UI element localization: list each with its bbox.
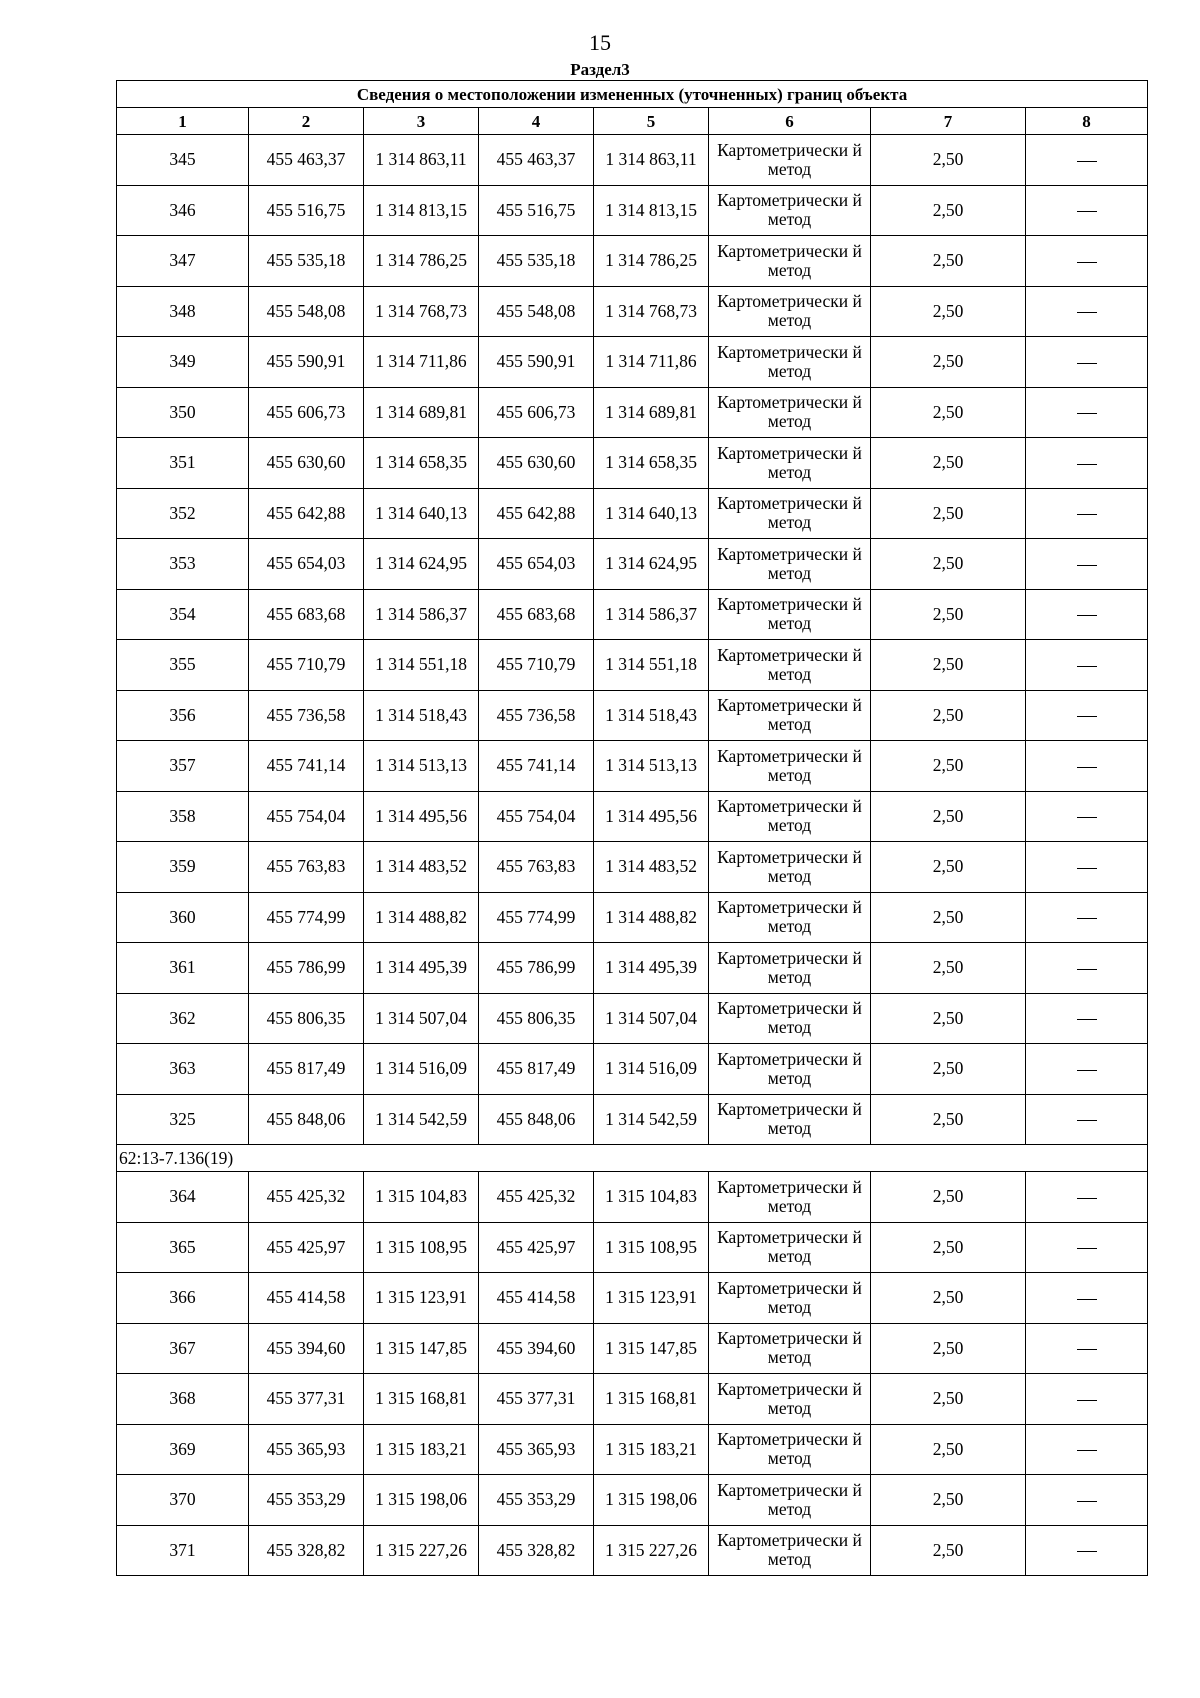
dash-mark — [1077, 1349, 1097, 1350]
table-row — [117, 1424, 1148, 1475]
y-coordinate-old: 1 314 768,73 — [364, 286, 479, 337]
x-coordinate-old: 455 710,79 — [249, 640, 364, 691]
precision-cell: 2,50 — [871, 842, 1026, 893]
precision-cell: 2,50 — [871, 337, 1026, 388]
point-number: 354 — [117, 589, 249, 640]
precision-cell: 2,50 — [871, 1094, 1026, 1145]
column-number: 3 — [364, 108, 479, 135]
method-cell: Картометрически й метод — [709, 640, 871, 691]
dash-mark — [1077, 1551, 1097, 1552]
precision-cell: 2,50 — [871, 1222, 1026, 1273]
group-row — [117, 1145, 1148, 1172]
point-number: 359 — [117, 842, 249, 893]
y-coordinate-new: 1 314 640,13 — [594, 488, 709, 539]
precision-cell: 2,50 — [871, 236, 1026, 287]
x-coordinate-old: 455 535,18 — [249, 236, 364, 287]
dash-cell — [1026, 640, 1148, 691]
y-coordinate-new: 1 314 786,25 — [594, 236, 709, 287]
y-coordinate-old: 1 314 495,39 — [364, 943, 479, 994]
dash-cell — [1026, 387, 1148, 438]
method-cell: Картометрически й метод — [709, 791, 871, 842]
method-cell: Картометрически й метод — [709, 1044, 871, 1095]
x-coordinate-new: 455 683,68 — [479, 589, 594, 640]
point-number: 353 — [117, 539, 249, 590]
page-number: 15 — [589, 30, 611, 55]
y-coordinate-old: 1 315 147,85 — [364, 1323, 479, 1374]
y-coordinate-new: 1 314 863,11 — [594, 135, 709, 186]
method-cell: Картометрически й метод — [709, 1222, 871, 1273]
table-row — [117, 236, 1148, 287]
dash-cell — [1026, 1374, 1148, 1425]
table-row — [117, 185, 1148, 236]
dash-cell — [1026, 488, 1148, 539]
point-number: 370 — [117, 1475, 249, 1526]
precision-cell: 2,50 — [871, 892, 1026, 943]
point-number: 358 — [117, 791, 249, 842]
y-coordinate-old: 1 314 513,13 — [364, 741, 479, 792]
method-cell: Картометрически й метод — [709, 1475, 871, 1526]
x-coordinate-new: 455 654,03 — [479, 539, 594, 590]
x-coordinate-new: 455 774,99 — [479, 892, 594, 943]
point-number: 366 — [117, 1273, 249, 1324]
table-row — [117, 1222, 1148, 1273]
x-coordinate-old: 455 741,14 — [249, 741, 364, 792]
point-number: 356 — [117, 690, 249, 741]
x-coordinate-old: 455 786,99 — [249, 943, 364, 994]
dash-cell — [1026, 1323, 1148, 1374]
x-coordinate-new: 455 590,91 — [479, 337, 594, 388]
y-coordinate-old: 1 314 483,52 — [364, 842, 479, 893]
y-coordinate-new: 1 314 658,35 — [594, 438, 709, 489]
x-coordinate-old: 455 806,35 — [249, 993, 364, 1044]
dash-cell — [1026, 286, 1148, 337]
method-cell: Картометрически й метод — [709, 1273, 871, 1324]
point-number: 347 — [117, 236, 249, 287]
dash-cell — [1026, 690, 1148, 741]
dash-mark — [1077, 615, 1097, 616]
table-row — [117, 135, 1148, 186]
y-coordinate-new: 1 315 168,81 — [594, 1374, 709, 1425]
y-coordinate-new: 1 315 183,21 — [594, 1424, 709, 1475]
method-cell: Картометрически й метод — [709, 1172, 871, 1223]
y-coordinate-new: 1 314 624,95 — [594, 539, 709, 590]
precision-cell: 2,50 — [871, 1323, 1026, 1374]
y-coordinate-old: 1 314 488,82 — [364, 892, 479, 943]
table-row — [117, 690, 1148, 741]
table-row — [117, 1044, 1148, 1095]
precision-cell: 2,50 — [871, 943, 1026, 994]
table-row — [117, 488, 1148, 539]
table-caption: Сведения о местоположении измененных (уточненных) границ объекта — [117, 81, 1148, 108]
table-row — [117, 337, 1148, 388]
y-coordinate-new: 1 314 507,04 — [594, 993, 709, 1044]
precision-cell: 2,50 — [871, 993, 1026, 1044]
point-number: 371 — [117, 1525, 249, 1576]
y-coordinate-old: 1 315 168,81 — [364, 1374, 479, 1425]
x-coordinate-old: 455 516,75 — [249, 185, 364, 236]
table-body — [117, 81, 1148, 1576]
y-coordinate-new: 1 314 495,39 — [594, 943, 709, 994]
dash-mark — [1077, 716, 1097, 717]
method-cell: Картометрически й метод — [709, 135, 871, 186]
x-coordinate-old: 455 414,58 — [249, 1273, 364, 1324]
y-coordinate-new: 1 314 768,73 — [594, 286, 709, 337]
precision-cell: 2,50 — [871, 135, 1026, 186]
column-number-row — [117, 108, 1148, 135]
point-number: 360 — [117, 892, 249, 943]
x-coordinate-new: 455 754,04 — [479, 791, 594, 842]
precision-cell: 2,50 — [871, 185, 1026, 236]
dash-mark — [1077, 767, 1097, 768]
x-coordinate-new: 455 786,99 — [479, 943, 594, 994]
dash-cell — [1026, 791, 1148, 842]
table-row — [117, 1525, 1148, 1576]
precision-cell: 2,50 — [871, 1475, 1026, 1526]
x-coordinate-new: 455 425,97 — [479, 1222, 594, 1273]
method-cell: Картометрически й метод — [709, 1094, 871, 1145]
x-coordinate-old: 455 463,37 — [249, 135, 364, 186]
coordinates-table — [116, 80, 1148, 1576]
dash-cell — [1026, 993, 1148, 1044]
point-number: 352 — [117, 488, 249, 539]
dash-mark — [1077, 969, 1097, 970]
y-coordinate-new: 1 315 227,26 — [594, 1525, 709, 1576]
dash-mark — [1077, 363, 1097, 364]
point-number: 351 — [117, 438, 249, 489]
method-cell: Картометрически й метод — [709, 892, 871, 943]
precision-cell: 2,50 — [871, 438, 1026, 489]
dash-mark — [1077, 211, 1097, 212]
method-cell: Картометрически й метод — [709, 842, 871, 893]
x-coordinate-old: 455 425,32 — [249, 1172, 364, 1223]
x-coordinate-new: 455 630,60 — [479, 438, 594, 489]
x-coordinate-new: 455 414,58 — [479, 1273, 594, 1324]
column-number: 8 — [1026, 108, 1148, 135]
x-coordinate-new: 455 806,35 — [479, 993, 594, 1044]
dash-cell — [1026, 1044, 1148, 1095]
dash-cell — [1026, 135, 1148, 186]
dash-cell — [1026, 185, 1148, 236]
precision-cell: 2,50 — [871, 1044, 1026, 1095]
table-row — [117, 943, 1148, 994]
y-coordinate-old: 1 315 198,06 — [364, 1475, 479, 1526]
method-cell: Картометрически й метод — [709, 690, 871, 741]
x-coordinate-new: 455 763,83 — [479, 842, 594, 893]
x-coordinate-new: 455 642,88 — [479, 488, 594, 539]
dash-cell — [1026, 1273, 1148, 1324]
dash-mark — [1077, 817, 1097, 818]
table-row — [117, 1323, 1148, 1374]
x-coordinate-new: 455 365,93 — [479, 1424, 594, 1475]
dash-cell — [1026, 1222, 1148, 1273]
y-coordinate-new: 1 314 586,37 — [594, 589, 709, 640]
dash-cell — [1026, 1172, 1148, 1223]
x-coordinate-new: 455 741,14 — [479, 741, 594, 792]
dash-cell — [1026, 539, 1148, 590]
point-number: 349 — [117, 337, 249, 388]
x-coordinate-old: 455 425,97 — [249, 1222, 364, 1273]
precision-cell: 2,50 — [871, 690, 1026, 741]
point-number: 345 — [117, 135, 249, 186]
dash-cell — [1026, 589, 1148, 640]
dash-mark — [1077, 1450, 1097, 1451]
point-number: 362 — [117, 993, 249, 1044]
x-coordinate-new: 455 736,58 — [479, 690, 594, 741]
x-coordinate-new: 455 463,37 — [479, 135, 594, 186]
y-coordinate-new: 1 314 495,56 — [594, 791, 709, 842]
x-coordinate-new: 455 328,82 — [479, 1525, 594, 1576]
y-coordinate-new: 1 315 198,06 — [594, 1475, 709, 1526]
y-coordinate-old: 1 314 518,43 — [364, 690, 479, 741]
y-coordinate-new: 1 314 516,09 — [594, 1044, 709, 1095]
x-coordinate-new: 455 425,32 — [479, 1172, 594, 1223]
y-coordinate-old: 1 314 711,86 — [364, 337, 479, 388]
x-coordinate-old: 455 817,49 — [249, 1044, 364, 1095]
dash-mark — [1077, 1299, 1097, 1300]
y-coordinate-old: 1 315 183,21 — [364, 1424, 479, 1475]
precision-cell: 2,50 — [871, 1172, 1026, 1223]
table-row — [117, 1374, 1148, 1425]
point-number: 346 — [117, 185, 249, 236]
dash-cell — [1026, 438, 1148, 489]
dash-mark — [1077, 262, 1097, 263]
point-number: 325 — [117, 1094, 249, 1145]
table-row — [117, 1094, 1148, 1145]
y-coordinate-old: 1 314 658,35 — [364, 438, 479, 489]
point-number: 355 — [117, 640, 249, 691]
point-number: 348 — [117, 286, 249, 337]
y-coordinate-old: 1 315 227,26 — [364, 1525, 479, 1576]
table-row — [117, 539, 1148, 590]
x-coordinate-new: 455 817,49 — [479, 1044, 594, 1095]
column-number: 7 — [871, 108, 1026, 135]
precision-cell: 2,50 — [871, 1273, 1026, 1324]
table-row — [117, 1475, 1148, 1526]
x-coordinate-new: 455 848,06 — [479, 1094, 594, 1145]
y-coordinate-new: 1 314 689,81 — [594, 387, 709, 438]
y-coordinate-old: 1 314 551,18 — [364, 640, 479, 691]
group-label: 62:13-7.136(19) — [117, 1145, 1148, 1172]
dash-mark — [1077, 413, 1097, 414]
dash-mark — [1077, 868, 1097, 869]
method-cell: Картометрически й метод — [709, 943, 871, 994]
dash-mark — [1077, 1248, 1097, 1249]
table-row — [117, 892, 1148, 943]
dash-mark — [1077, 1070, 1097, 1071]
method-cell: Картометрически й метод — [709, 1424, 871, 1475]
y-coordinate-new: 1 315 108,95 — [594, 1222, 709, 1273]
method-cell: Картометрически й метод — [709, 1323, 871, 1374]
point-number: 357 — [117, 741, 249, 792]
dash-cell — [1026, 337, 1148, 388]
table-row — [117, 286, 1148, 337]
dash-mark — [1077, 514, 1097, 515]
method-cell: Картометрически й метод — [709, 236, 871, 287]
point-number: 365 — [117, 1222, 249, 1273]
precision-cell: 2,50 — [871, 791, 1026, 842]
table-row — [117, 589, 1148, 640]
table-row — [117, 842, 1148, 893]
y-coordinate-new: 1 314 518,43 — [594, 690, 709, 741]
dash-mark — [1077, 1400, 1097, 1401]
y-coordinate-old: 1 314 813,15 — [364, 185, 479, 236]
y-coordinate-old: 1 314 542,59 — [364, 1094, 479, 1145]
point-number: 368 — [117, 1374, 249, 1425]
x-coordinate-old: 455 377,31 — [249, 1374, 364, 1425]
x-coordinate-old: 455 590,91 — [249, 337, 364, 388]
y-coordinate-new: 1 314 483,52 — [594, 842, 709, 893]
point-number: 363 — [117, 1044, 249, 1095]
y-coordinate-new: 1 315 147,85 — [594, 1323, 709, 1374]
dash-cell — [1026, 236, 1148, 287]
y-coordinate-new: 1 314 488,82 — [594, 892, 709, 943]
precision-cell: 2,50 — [871, 539, 1026, 590]
table-row — [117, 791, 1148, 842]
method-cell: Картометрически й метод — [709, 286, 871, 337]
y-coordinate-old: 1 314 786,25 — [364, 236, 479, 287]
point-number: 367 — [117, 1323, 249, 1374]
x-coordinate-old: 455 630,60 — [249, 438, 364, 489]
table-row — [117, 993, 1148, 1044]
y-coordinate-old: 1 314 516,09 — [364, 1044, 479, 1095]
dash-cell — [1026, 1475, 1148, 1526]
method-cell: Картометрически й метод — [709, 387, 871, 438]
dash-mark — [1077, 1198, 1097, 1199]
dash-cell — [1026, 1525, 1148, 1576]
x-coordinate-old: 455 365,93 — [249, 1424, 364, 1475]
x-coordinate-new: 455 353,29 — [479, 1475, 594, 1526]
precision-cell: 2,50 — [871, 1424, 1026, 1475]
y-coordinate-old: 1 314 640,13 — [364, 488, 479, 539]
precision-cell: 2,50 — [871, 1374, 1026, 1425]
x-coordinate-old: 455 394,60 — [249, 1323, 364, 1374]
precision-cell: 2,50 — [871, 1525, 1026, 1576]
dash-mark — [1077, 312, 1097, 313]
caption-row — [117, 81, 1148, 108]
x-coordinate-old: 455 774,99 — [249, 892, 364, 943]
method-cell: Картометрически й метод — [709, 488, 871, 539]
y-coordinate-new: 1 315 104,83 — [594, 1172, 709, 1223]
y-coordinate-new: 1 314 711,86 — [594, 337, 709, 388]
dash-mark — [1077, 565, 1097, 566]
method-cell: Картометрически й метод — [709, 539, 871, 590]
dash-cell — [1026, 892, 1148, 943]
method-cell: Картометрически й метод — [709, 185, 871, 236]
dash-mark — [1077, 918, 1097, 919]
method-cell: Картометрически й метод — [709, 1525, 871, 1576]
x-coordinate-new: 455 516,75 — [479, 185, 594, 236]
precision-cell: 2,50 — [871, 741, 1026, 792]
point-number: 369 — [117, 1424, 249, 1475]
table-row — [117, 387, 1148, 438]
method-cell: Картометрически й метод — [709, 993, 871, 1044]
column-number: 2 — [249, 108, 364, 135]
method-cell: Картометрически й метод — [709, 337, 871, 388]
x-coordinate-old: 455 754,04 — [249, 791, 364, 842]
x-coordinate-new: 455 535,18 — [479, 236, 594, 287]
dash-mark — [1077, 1120, 1097, 1121]
point-number: 350 — [117, 387, 249, 438]
dash-mark — [1077, 1019, 1097, 1020]
y-coordinate-old: 1 315 123,91 — [364, 1273, 479, 1324]
y-coordinate-old: 1 315 104,83 — [364, 1172, 479, 1223]
x-coordinate-old: 455 683,68 — [249, 589, 364, 640]
dash-mark — [1077, 161, 1097, 162]
dash-cell — [1026, 1094, 1148, 1145]
precision-cell: 2,50 — [871, 589, 1026, 640]
method-cell: Картометрически й метод — [709, 1374, 871, 1425]
table-row — [117, 1172, 1148, 1223]
method-cell: Картометрически й метод — [709, 438, 871, 489]
dash-cell — [1026, 943, 1148, 994]
x-coordinate-old: 455 548,08 — [249, 286, 364, 337]
y-coordinate-old: 1 315 108,95 — [364, 1222, 479, 1273]
precision-cell: 2,50 — [871, 286, 1026, 337]
x-coordinate-old: 455 736,58 — [249, 690, 364, 741]
table-row — [117, 1273, 1148, 1324]
x-coordinate-old: 455 328,82 — [249, 1525, 364, 1576]
point-number: 364 — [117, 1172, 249, 1223]
y-coordinate-old: 1 314 624,95 — [364, 539, 479, 590]
method-cell: Картометрически й метод — [709, 589, 871, 640]
dash-cell — [1026, 1424, 1148, 1475]
x-coordinate-new: 455 710,79 — [479, 640, 594, 691]
dash-mark — [1077, 666, 1097, 667]
method-cell: Картометрически й метод — [709, 741, 871, 792]
dash-cell — [1026, 842, 1148, 893]
y-coordinate-old: 1 314 689,81 — [364, 387, 479, 438]
y-coordinate-old: 1 314 495,56 — [364, 791, 479, 842]
section-title: Раздел3 — [570, 60, 630, 79]
x-coordinate-old: 455 606,73 — [249, 387, 364, 438]
y-coordinate-new: 1 315 123,91 — [594, 1273, 709, 1324]
column-number: 5 — [594, 108, 709, 135]
precision-cell: 2,50 — [871, 387, 1026, 438]
table-row — [117, 438, 1148, 489]
table-row — [117, 640, 1148, 691]
precision-cell: 2,50 — [871, 488, 1026, 539]
x-coordinate-new: 455 548,08 — [479, 286, 594, 337]
dash-mark — [1077, 464, 1097, 465]
y-coordinate-new: 1 314 551,18 — [594, 640, 709, 691]
x-coordinate-old: 455 848,06 — [249, 1094, 364, 1145]
y-coordinate-old: 1 314 863,11 — [364, 135, 479, 186]
x-coordinate-new: 455 377,31 — [479, 1374, 594, 1425]
x-coordinate-old: 455 654,03 — [249, 539, 364, 590]
x-coordinate-new: 455 606,73 — [479, 387, 594, 438]
y-coordinate-old: 1 314 586,37 — [364, 589, 479, 640]
point-number: 361 — [117, 943, 249, 994]
column-number: 1 — [117, 108, 249, 135]
x-coordinate-old: 455 353,29 — [249, 1475, 364, 1526]
x-coordinate-old: 455 642,88 — [249, 488, 364, 539]
y-coordinate-new: 1 314 813,15 — [594, 185, 709, 236]
dash-mark — [1077, 1501, 1097, 1502]
y-coordinate-old: 1 314 507,04 — [364, 993, 479, 1044]
y-coordinate-new: 1 314 542,59 — [594, 1094, 709, 1145]
column-number: 6 — [709, 108, 871, 135]
x-coordinate-old: 455 763,83 — [249, 842, 364, 893]
table-row — [117, 741, 1148, 792]
column-number: 4 — [479, 108, 594, 135]
dash-cell — [1026, 741, 1148, 792]
precision-cell: 2,50 — [871, 640, 1026, 691]
y-coordinate-new: 1 314 513,13 — [594, 741, 709, 792]
x-coordinate-new: 455 394,60 — [479, 1323, 594, 1374]
